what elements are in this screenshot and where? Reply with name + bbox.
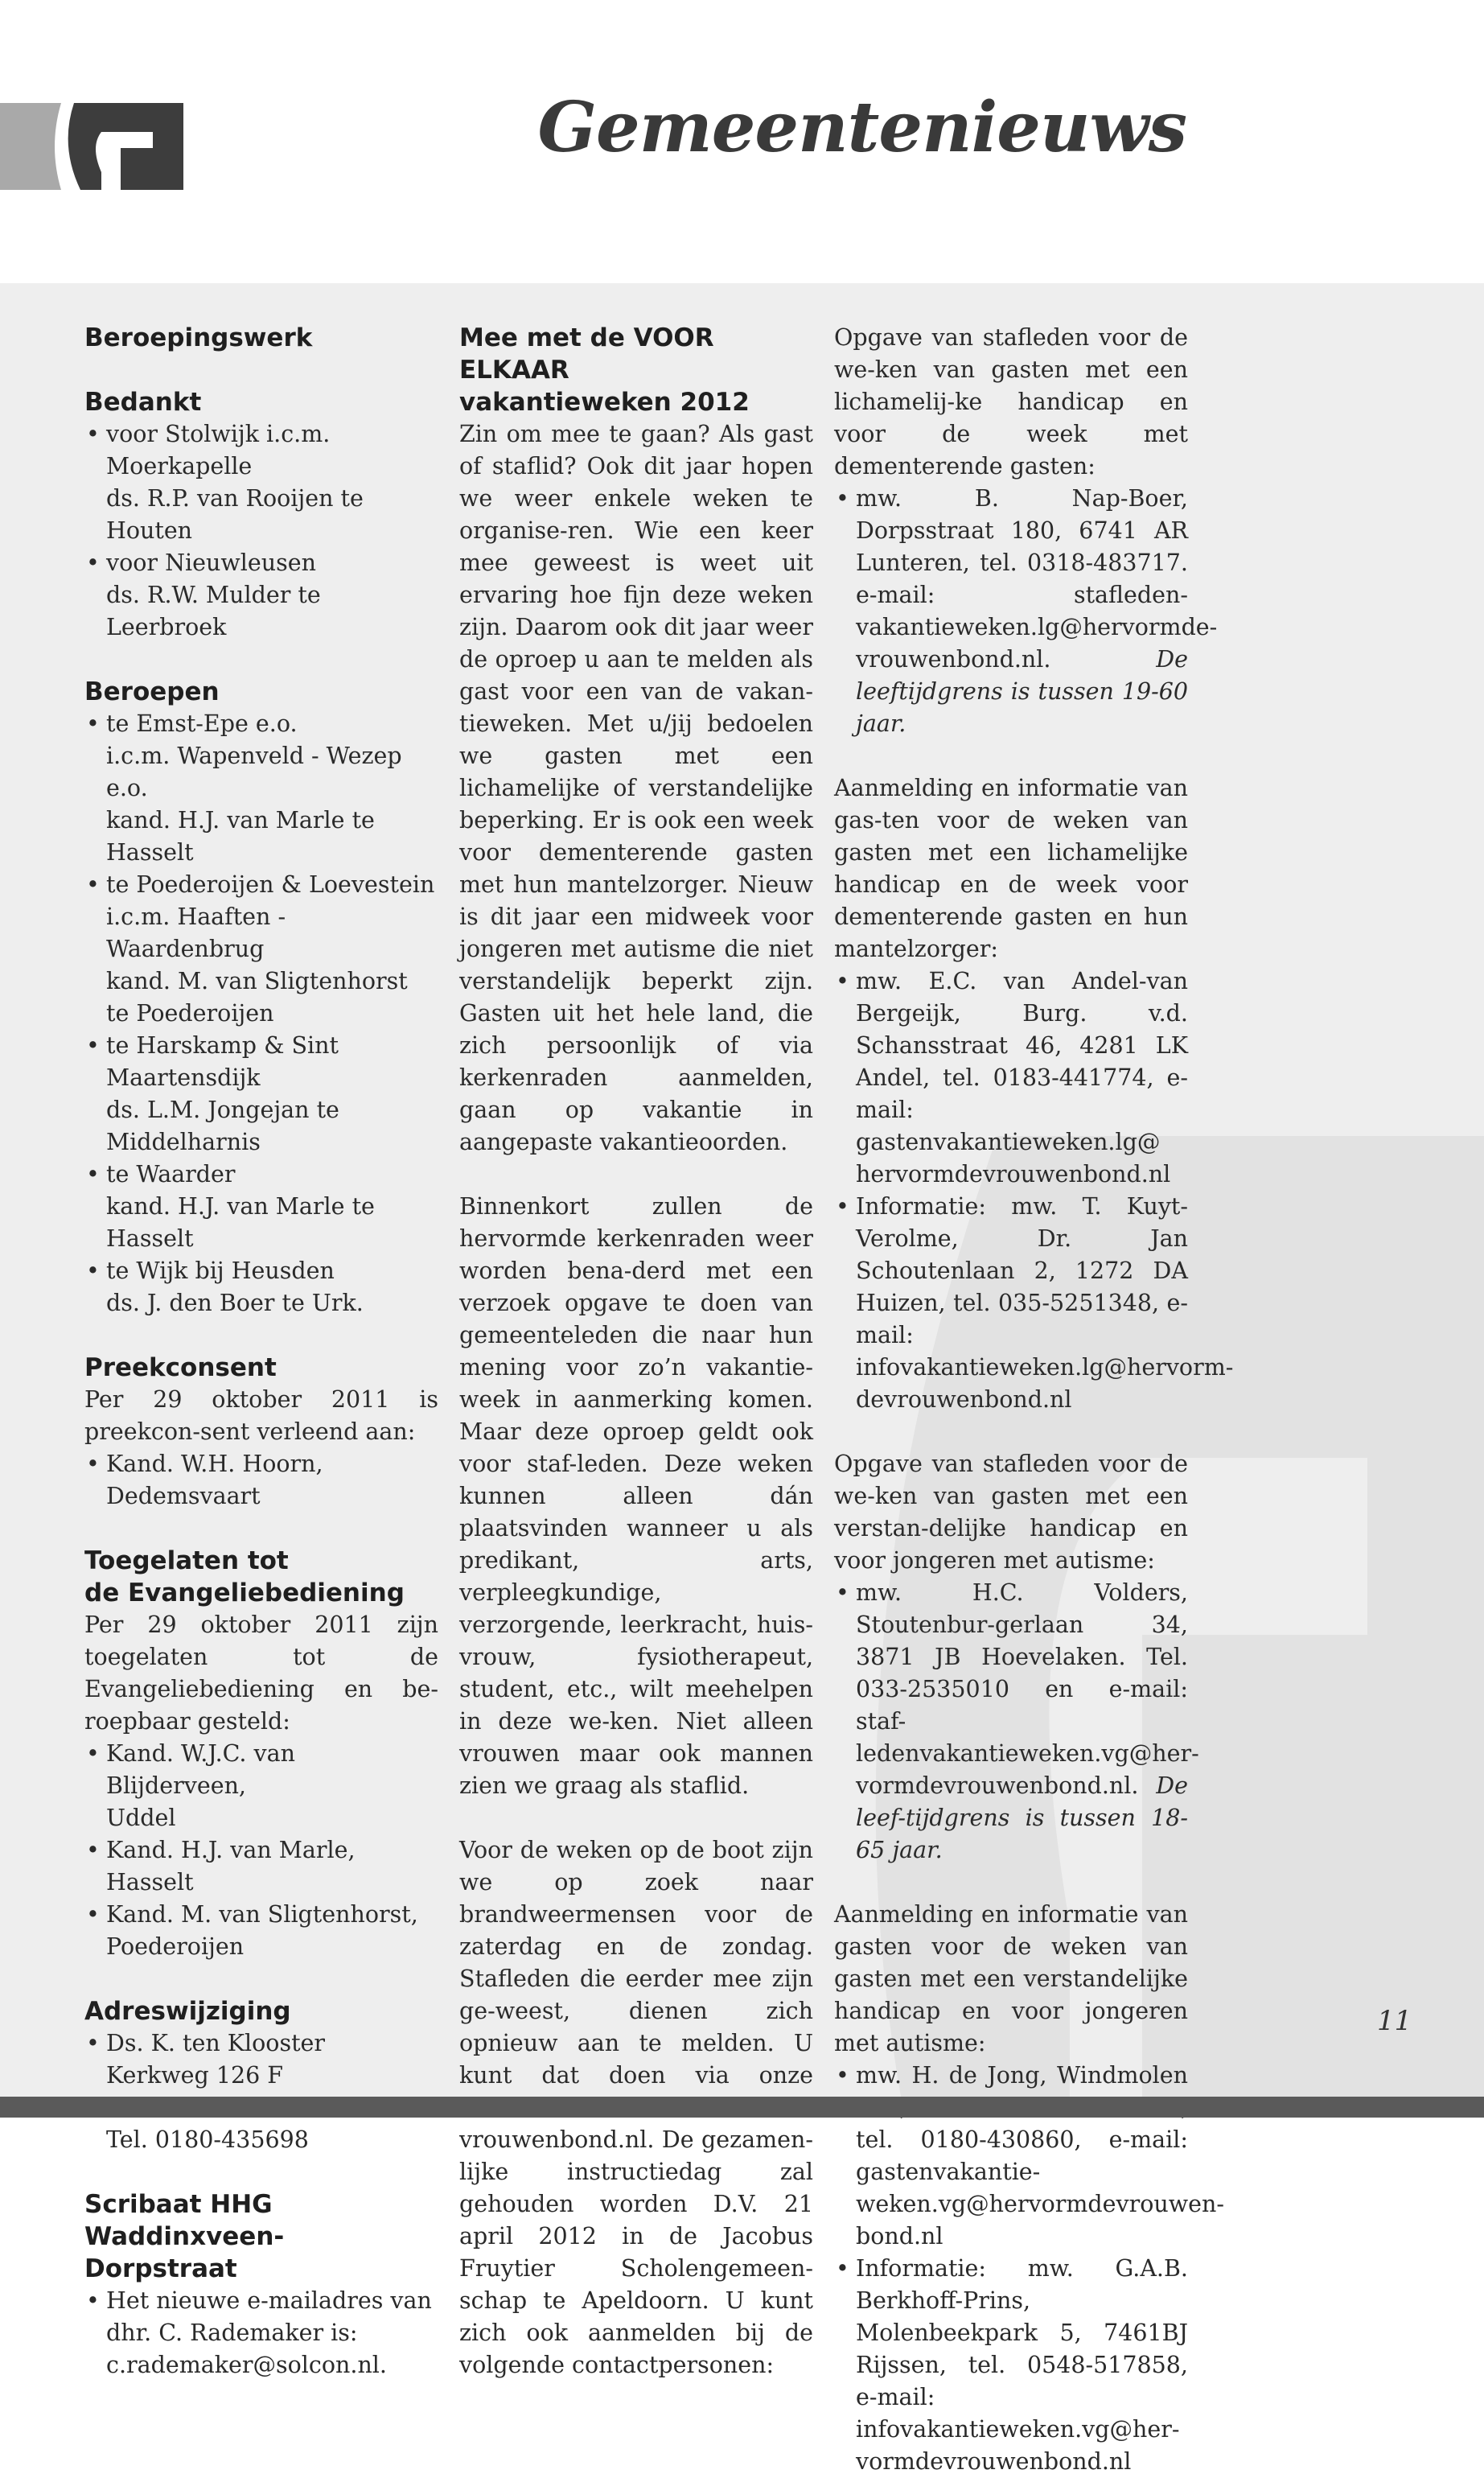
- list-item: • voor Stolwijk i.c.m. Moerkapelle ds. R.P. van Rooijen te Houten: [84, 418, 438, 547]
- list-item: • Het nieuwe e-mailadres van dhr. C. Rademaker is: c.rademaker@solcon.nl.: [84, 2285, 438, 2381]
- footer-bar: [0, 2097, 1484, 2118]
- list-scribaat: [84, 2285, 438, 2381]
- heading-beroepingswerk: Beroepingswerk: [84, 323, 313, 352]
- heading-vakantieweken: Mee met de VOOR ELKAAR vakantieweken 2012: [459, 323, 750, 417]
- list-item: • te Wijk bij Heusden ds. J. den Boer te Urk.: [84, 1255, 438, 1319]
- contact-list: [834, 483, 1218, 740]
- contact-item: • mw. H.C. Volders, Stoutenbur-gerlaan 34, 3871 JB Hoevelaken. Tel. 033-2535010 en e-mail: staf-ledenvakantieweken.vg@her-vormdevrouwenbond.nl. De leef-tijdgrens is tussen 18-65 jaar.: [834, 1577, 1188, 1867]
- heading-bedankt: Bedankt: [84, 388, 202, 417]
- contact-list: [834, 1577, 1199, 1867]
- contact-intro: Opgave van stafleden voor de we-ken van gasten met een verstan-delijke handicap en voor jongeren met autisme:: [834, 1451, 1188, 1574]
- magazine-logo-icon: [0, 103, 187, 190]
- contact-intro: Opgave van stafleden voor de we-ken van gasten met een lichamelij-ke handicap en voor de week met dementerende gasten:: [834, 324, 1188, 480]
- heading-toegelaten: Toegelaten tot de Evangeliebediening: [84, 1546, 405, 1607]
- page-number: 11: [1377, 2005, 1412, 2037]
- list-item: • te Emst-Epe e.o. i.c.m. Wapenveld - Wezep e.o. kand. H.J. van Marle te Hasselt: [84, 708, 438, 869]
- contact-item: • mw. B. Nap-Boer, Dorpsstraat 180, 6741 AR Lunteren, tel. 0318-483717. e-mail: stafleden-vakantieweken.lg@hervormde-vrouwenbond.nl. De leeftijdgrens is tussen 19-60 jaar.: [834, 483, 1188, 740]
- contact-item: • Informatie: mw. T. Kuyt-Verolme, Dr. Jan Schoutenlaan 2, 1272 DA Huizen, tel. 035-5251348, e-mail: infovakantieweken.lg@hervorm-devrouwenbond.nl: [834, 1191, 1188, 1416]
- contact-item: • Informatie: mw. G.A.B. Berkhoff-Prins, Molenbeekpark 5, 7461BJ Rijssen, tel. 0548-517858, e-mail: infovakantieweken.vg@her-vormdevrouwenbond.nl: [834, 2253, 1188, 2478]
- list-bedankt: [84, 418, 438, 644]
- list-item: • Ds. K. ten Klooster Kerkweg 126 F Tel. 0180-435698: [84, 2027, 438, 2156]
- article-paragraph: Zin om mee te gaan? Als gast of staflid? Ook dit jaar hopen we weer enkele weken te organise-ren. Wie een keer mee geweest is weet uit ervaring hoe fijn deze weken zijn. Daarom ook dit jaar weer de oproep u aan te melden als gast voor een van de vakan-tieweken. Met u/jij bedoelen we gasten met een lichamelijke of verstandelijke beperking. Er is ook een week voor dementerende gasten met hun mantelzorger. Nieuw is dit jaar een midweek voor jongeren met autisme die niet verstandelijk beperkt zijn. Gasten uit het hele land, die zich persoonlijk of via kerkenraden aanmelden, gaan op vakantie in aangepaste vakantieoorden.: [459, 421, 813, 1155]
- article-paragraph: Binnenkort zullen de hervormde kerkenraden weer worden bena-derd met een verzoek opgave te doen van gemeenteleden die naar hun mening voor zo’n vakantie-week in aanmerking komen. Maar deze oproep geldt ook voor staf-leden. Deze weken kunnen alleen dán plaatsvinden wanneer u als predikant, arts, verpleegkundige, verzorgende, leerkracht, huis-vrouw, fysiotherapeut, student, etc., wilt meehelpen in deze we-ken. Niet alleen vrouwen maar ook mannen zien we graag als staflid.: [459, 1193, 813, 1799]
- toegelaten-text: Per 29 oktober 2011 zijn toegelaten tot de Evangeliebediening en be-roepbaar gesteld:: [84, 1612, 438, 1735]
- list-item: • te Waarder kand. H.J. van Marle te Hasselt: [84, 1159, 438, 1255]
- section-title: Gemeentenieuws: [537, 87, 1186, 168]
- list-adreswijziging: [84, 2027, 438, 2156]
- column-left: [84, 322, 438, 2381]
- heading-beroepen: Beroepen: [84, 677, 220, 706]
- preekconsent-text: Per 29 oktober 2011 is preekcon-sent verleend aan:: [84, 1386, 438, 1445]
- heading-adreswijziging: Adreswijziging: [84, 1997, 291, 2026]
- contact-list: [834, 2060, 1225, 2478]
- list-item: • voor Nieuwleusen ds. R.W. Mulder te Leerbroek: [84, 547, 438, 644]
- contact-intro: Aanmelding en informatie van gasten voor de weken van gasten met een verstandelijke handicap en voor jongeren met autisme:: [834, 1901, 1188, 2056]
- page-header: [0, 0, 1484, 283]
- list-item: • te Harskamp & Sint Maartensdijk ds. L.M. Jongejan te Middelharnis: [84, 1030, 438, 1159]
- contact-list: [834, 965, 1234, 1416]
- contact-intro: Aanmelding en informatie van gas-ten voor de weken van gasten met een lichamelijke handicap en de week voor dementerende gasten en hun mantelzorger:: [834, 775, 1188, 962]
- list-beroepen: [84, 708, 438, 1319]
- contact-item: • mw. H. de Jong, Windmolen tel. 0180-430860, e-mail: gastenvakantie-weken.vg@hervormdevrouwen-bond.nl: [834, 2060, 1188, 2253]
- article-paragraph: Voor de weken op de boot zijn we op zoek naar brandweermensen voor de zaterdag en de zondag. Stafleden die eerder mee zijn ge-weest, dienen zich opnieuw aan te melden. U kunt dat doen via onze vrouwenbond.nl. De gezamen-lijke instructiedag zal gehouden worden D.V. 21 april 2012 in de Jacobus Fruytier Scholengemeen-schap te Apeldoorn. U kunt zich ook aanmelden bij de volgende contactpersonen:: [459, 1837, 813, 2378]
- list-item: • Kand. H.J. van Marle, Hasselt: [84, 1834, 438, 1899]
- list-item: • te Poederoijen & Loevestein i.c.m. Haaften - Waardenbrug kand. M. van Sligtenhorst te Poederoijen: [84, 869, 438, 1030]
- list-item: • Kand. W.J.C. van Blijderveen, Uddel: [84, 1738, 438, 1834]
- contact-item: • mw. E.C. van Andel-van Bergeijk, Burg. v.d. Schansstraat 46, 4281 LK Andel, tel. 0183-441774, e-mail: gastenvakantieweken.lg@ hervormdevrouwenbond.nl: [834, 965, 1188, 1191]
- list-item: • Kand. M. van Sligtenhorst, Poederoijen: [84, 1899, 438, 1963]
- list-item: • Kand. W.H. Hoorn, Dedemsvaart: [84, 1448, 438, 1513]
- list-toegelaten: [84, 1738, 438, 1963]
- column-right: [834, 322, 1234, 2478]
- heading-scribaat: Scribaat HHG Waddinxveen- Dorpstraat: [84, 2190, 285, 2283]
- list-preekconsent: [84, 1448, 438, 1513]
- column-middle: [459, 322, 813, 2381]
- heading-preekconsent: Preekconsent: [84, 1353, 277, 1382]
